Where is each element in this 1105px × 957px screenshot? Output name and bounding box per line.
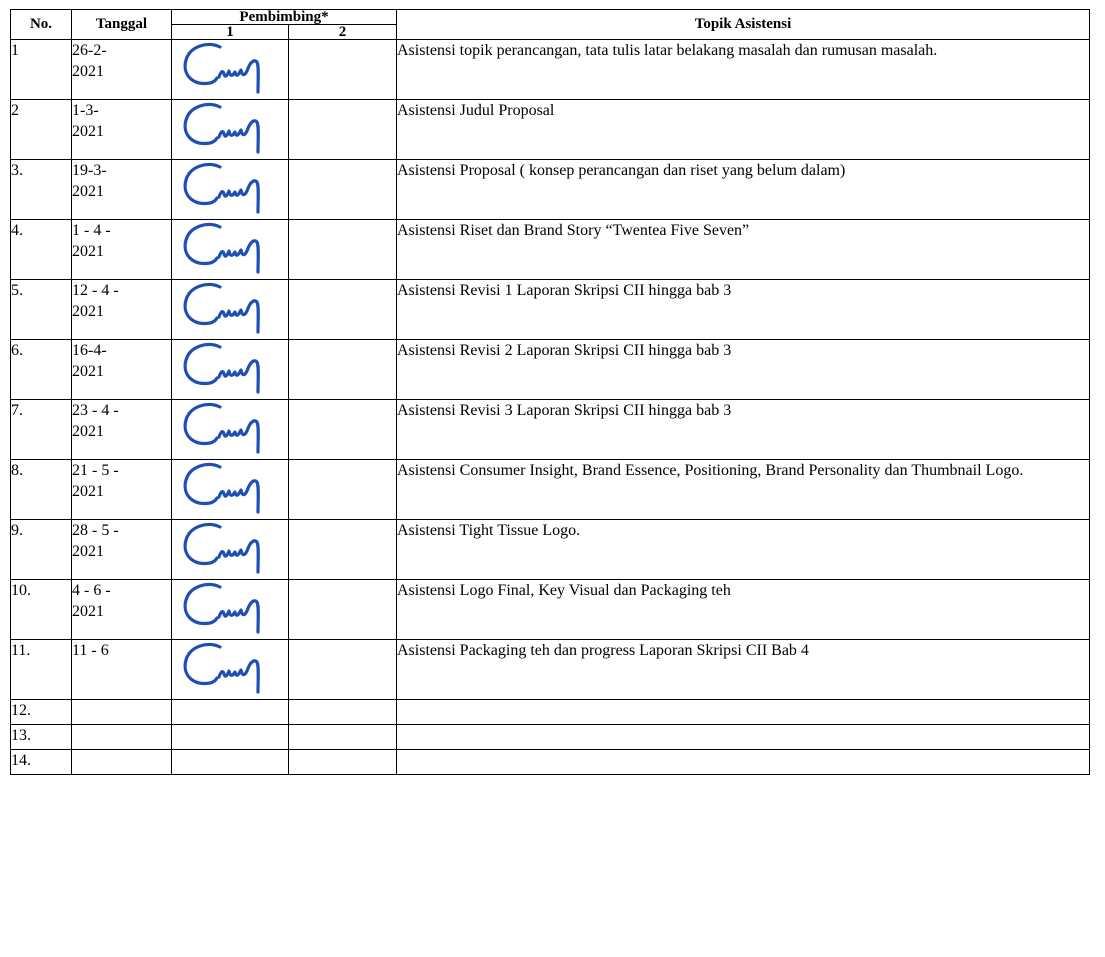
row-signature-2 [289,725,397,750]
row-signature-2 [289,220,397,280]
row-date: 1 - 4 - 2021 [72,220,172,280]
table-body [11,40,1090,775]
row-date [72,725,172,750]
row-signature-1 [172,725,289,750]
row-signature-1 [172,100,289,160]
signature-icon [180,100,266,156]
row-topic [397,725,1090,750]
row-topic [397,700,1090,725]
row-date: 21 - 5 - 2021 [72,460,172,520]
signature-icon [180,220,266,276]
signature-icon [180,460,266,516]
row-topic: Asistensi Tight Tissue Logo. [397,520,1090,580]
row-signature-2 [289,750,397,775]
table-row [11,700,1090,725]
row-date: 1-3- 2021 [72,100,172,160]
signature-icon [180,340,266,396]
row-signature-1 [172,340,289,400]
row-number: 13. [11,725,72,750]
row-signature-1 [172,280,289,340]
row-signature-2 [289,640,397,700]
row-signature-2 [289,40,397,100]
row-signature-2 [289,520,397,580]
row-number: 5. [11,280,72,340]
signature-icon [180,160,266,216]
row-date: 26-2- 2021 [72,40,172,100]
row-topic: Asistensi Packaging teh dan progress Laporan Skripsi CII Bab 4 [397,640,1090,700]
header-topik: Topik Asistensi [397,10,1090,40]
row-signature-2 [289,400,397,460]
row-topic: Asistensi Revisi 3 Laporan Skripsi CII hingga bab 3 [397,400,1090,460]
table-row [11,400,1090,460]
signature-icon [180,280,266,336]
header-row [11,10,1090,25]
row-date [72,700,172,725]
table-row [11,580,1090,640]
row-number: 2 [11,100,72,160]
row-signature-1 [172,40,289,100]
row-signature-2 [289,100,397,160]
table-row [11,100,1090,160]
header-pembimbing-2: 2 [289,25,397,40]
row-topic: Asistensi Judul Proposal [397,100,1090,160]
row-date: 16-4- 2021 [72,340,172,400]
row-signature-2 [289,460,397,520]
row-number: 12. [11,700,72,725]
table-row [11,750,1090,775]
row-topic: Asistensi Consumer Insight, Brand Essence, Positioning, Brand Personality dan Thumbnail Logo. [397,460,1090,520]
row-signature-1 [172,220,289,280]
row-date: 12 - 4 - 2021 [72,280,172,340]
row-signature-1 [172,460,289,520]
row-signature-1 [172,520,289,580]
header-pembimbing-1: 1 [172,25,289,40]
row-topic [397,750,1090,775]
header-pembimbing: Pembimbing* [172,10,397,25]
row-date [72,750,172,775]
row-topic: Asistensi topik perancangan, tata tulis latar belakang masalah dan rumusan masalah. [397,40,1090,100]
signature-icon [180,400,266,456]
row-date: 4 - 6 - 2021 [72,580,172,640]
row-number: 6. [11,340,72,400]
row-signature-2 [289,280,397,340]
row-date: 23 - 4 - 2021 [72,400,172,460]
row-number: 4. [11,220,72,280]
table-row [11,340,1090,400]
row-topic: Asistensi Proposal ( konsep perancangan dan riset yang belum dalam) [397,160,1090,220]
table-row [11,280,1090,340]
row-number: 7. [11,400,72,460]
row-signature-2 [289,160,397,220]
row-signature-1 [172,640,289,700]
row-topic: Asistensi Revisi 2 Laporan Skripsi CII hingga bab 3 [397,340,1090,400]
row-signature-1 [172,700,289,725]
row-topic: Asistensi Logo Final, Key Visual dan Packaging teh [397,580,1090,640]
header-no: No. [11,10,72,40]
signature-icon [180,580,266,636]
row-topic: Asistensi Riset dan Brand Story “Twentea Five Seven” [397,220,1090,280]
row-signature-1 [172,750,289,775]
row-number: 3. [11,160,72,220]
table-row [11,160,1090,220]
row-topic: Asistensi Revisi 1 Laporan Skripsi CII hingga bab 3 [397,280,1090,340]
row-number: 1 [11,40,72,100]
row-number: 11. [11,640,72,700]
row-signature-1 [172,400,289,460]
row-date: 11 - 6 [72,640,172,700]
row-number: 9. [11,520,72,580]
row-signature-2 [289,700,397,725]
assistance-log-table [10,9,1090,775]
row-number: 10. [11,580,72,640]
row-signature-1 [172,160,289,220]
table-row [11,460,1090,520]
table-row [11,520,1090,580]
signature-icon [180,40,266,96]
table-row [11,725,1090,750]
row-signature-1 [172,580,289,640]
row-signature-2 [289,580,397,640]
table-row [11,220,1090,280]
table-row [11,640,1090,700]
row-date: 28 - 5 - 2021 [72,520,172,580]
table-row [11,40,1090,100]
row-date: 19-3- 2021 [72,160,172,220]
row-signature-2 [289,340,397,400]
header-tanggal: Tanggal [72,10,172,40]
signature-icon [180,640,266,696]
row-number: 8. [11,460,72,520]
signature-icon [180,520,266,576]
row-number: 14. [11,750,72,775]
